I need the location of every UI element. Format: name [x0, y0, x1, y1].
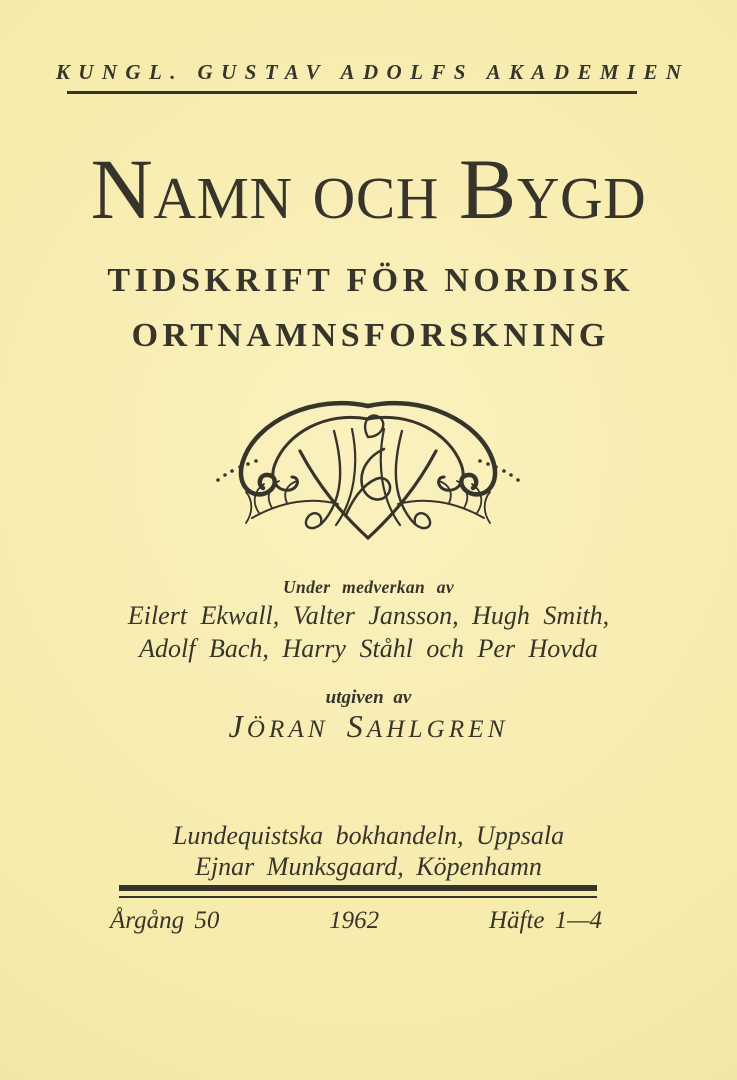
volume-info-row — [110, 907, 602, 935]
contributors-line-2: Adolf Bach, Harry Ståhl och Per Hovda — [139, 634, 598, 663]
subtitle-line-1: TIDSKRIFT FÖR NORDISK — [107, 262, 635, 299]
editor-part-oran: ÖRAN — [246, 716, 329, 743]
academy-name: KUNGL. GUSTAV ADOLFS AKADEMIEN — [55, 60, 690, 84]
editor-part-ahlgren: AHLGREN — [366, 716, 509, 743]
issue-label: Häfte 1—4 — [488, 907, 602, 934]
contributors-line-1: Eilert Ekwall, Valter Jansson, Hugh Smith, — [127, 601, 610, 630]
title-initial-b: B — [458, 141, 517, 237]
editor-name — [0, 709, 737, 744]
publisher-line-1: Lundequistska bokhandeln, Uppsala — [172, 821, 565, 850]
publisher-line-2: Ejnar Munksgaard, Köpenhamn — [195, 852, 542, 881]
subtitle-line-2: ORTNAMNSFORSKNING — [131, 317, 610, 354]
footer-rule-thick — [119, 885, 597, 891]
title-part-ygd: YGD — [516, 165, 647, 231]
year-label: 1962 — [329, 907, 380, 934]
footer-rule-thin — [119, 896, 597, 898]
academy-underline-rule — [67, 91, 637, 94]
contributors-label: Under medverkan av — [283, 577, 454, 597]
nb-monogram-ornament-icon — [201, 397, 535, 547]
editor-initial-s: S — [346, 708, 367, 744]
title-part-och: OCH — [312, 165, 439, 231]
title-part-amn: AMN — [153, 165, 293, 231]
volume-label: Årgång 50 — [110, 907, 220, 934]
editor-label: utgiven av — [325, 687, 412, 708]
title-initial-n: N — [90, 141, 154, 237]
journal-title — [0, 141, 737, 237]
editor-initial-j: J — [228, 708, 247, 744]
